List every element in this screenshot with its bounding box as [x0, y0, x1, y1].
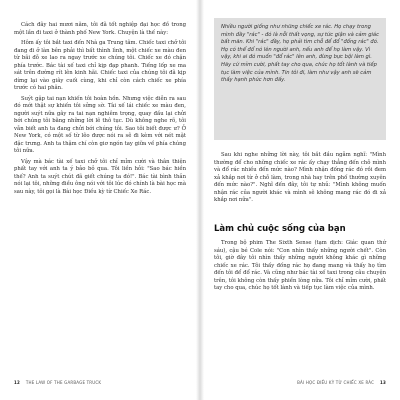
- paragraph: Sau khi nghe những lời này, tôi bắt đầu ngẫm nghĩ: "Mình thường để cho những chiếc xe rác ấy chạy thẳng đến chỗ mình và đổ rác nhiều đến mức nào? Mình nhận đống rác đó rồi đem xả khắp nơi từ ở chỗ làm, trong nhà hay trên phố thường xuyên đến mức nào?". Nghĩ đến đây, tôi tự nhủ: "Mình không muốn nhận rác của người khác và mình sẽ không mang rác đó đi xả khắp nơi nữa".: [214, 152, 386, 203]
- left-page-footer: [14, 380, 101, 385]
- right-page: [200, 0, 400, 400]
- paragraph: Hôm ấy tôi bắt taxi đến Nhà ga Trung tâm. Chiếc taxi chở tôi đang đi ở làn bên phải thì bất thình lình, một chiếc xe màu đen từ bãi đỗ xe lao ra ngay trước xe chúng tôi. Chiếc xe đó chặn phía trước. Bác tài xế taxi chỉ kịp đạp phanh. Tiếng lốp xe ma sát trên đường rít lên kinh hãi. Chiếc taxi của chúng tôi đã kịp dừng lại vào giây cuối cùng, khi chỉ còn cách chiếc xe phía trước có hai phân.: [14, 40, 186, 91]
- paragraph: Cách đây hai mươi năm, tôi đã tốt nghiệp đại học đồ trong một lần đi taxi ở thành phố New York. Chuyện là thế này:: [14, 22, 186, 36]
- quote-box: [214, 18, 386, 140]
- book-gutter: [196, 0, 204, 400]
- paragraph: Suýt gặp tai nạn khiến tôi hoàn hồn. Nhưng việc diễn ra sau đó mới thật sự khiến tôi sửng sờ. Tài xế lái chiếc xe màu đen, người suýt nữa gây ra tai nạn nghiêm trọng, quay đầu lại chửi bới chúng tôi bằng những lời lẽ thô tục. Dù không nghe rõ, tôi vẫn biết anh ta đang chửi bới chúng tôi. Sao tôi biết được ư? Ở New York, có một số từ lẽo được nói ra sẽ đi kèm với nét mặt đặc trưng. Anh ta thậm chí còn giơ ngón tay giữa về phía chúng tôi nữa.: [14, 95, 186, 154]
- page-number: 13: [380, 380, 386, 385]
- right-page-body-bottom: [214, 240, 386, 296]
- paragraph: Vậy mà bác tài xế taxi chở tôi chỉ mỉm cười và thân thiện phất tay với anh ta ý bảo bỏ qua. Tôi liền hỏi: "Sao bác hiền thế? Anh ta suýt chút đã giết chúng ta đó!". Bác tài bình thản nói lại tôi, những điều ông nói với tôi lúc đó chính là bài học mà sau này, tôi gọi là Bài học Điều kỳ từ Chiếc Xe Rác.: [14, 158, 186, 195]
- section-heading: Làm chủ cuộc sống của bạn: [214, 224, 346, 234]
- left-page-body: [14, 22, 186, 199]
- quote-text: Nhiều người giống như những chiếc xe rác. Họ chạy trong mình đầy "rác" - đó là nỗi thất vọng, sự tức giận và cảm giác bất mãn. Khi "rác" đầy, họ phải tìm chỗ để đổ "đống rác" đó. Họ có thể đổ nó lên người anh, nếu anh để họ làm vậy. Vì vậy, khi ai đó muốn "đổ rác" lên anh, đừng bực bội làm gì. Hãy cứ mỉm cười, phất tay cho qua, chúc họ tốt lành và tiếp tục làm việc của mình. Tin tôi đi, làm như vậy anh sẽ cảm thấy hạnh phúc hơn đấy.: [221, 24, 379, 84]
- running-title: BÀI HỌC ĐIỀU KỲ TỪ CHIẾC XE RÁC: [297, 380, 375, 385]
- right-page-footer: [297, 380, 386, 385]
- right-page-body-top: [214, 152, 386, 208]
- running-title: THE LAW OF THE GARBAGE TRUCK: [25, 380, 102, 385]
- page-number: 12: [14, 380, 20, 385]
- paragraph: Trong bộ phim The Sixth Sense (tạm dịch: Giác quan thứ sáu), cậu bé Cole nói: "Con nhìn thấy những người chết". Còn tôi, giờ đây tôi nhìn thấy những người không khác gì những chiếc xe rác. Tôi thấy đống rác họ đang mang và thấy họ tìm đến tôi để đổ rác. Và cũng như bác tài xế taxi trong câu chuyện trên, tôi không còn thấy phiền lòng nữa. Tôi chỉ mỉm cười, phất tay cho qua, chúc họ tốt lành và tiếp tục làm việc của mình.: [214, 240, 386, 291]
